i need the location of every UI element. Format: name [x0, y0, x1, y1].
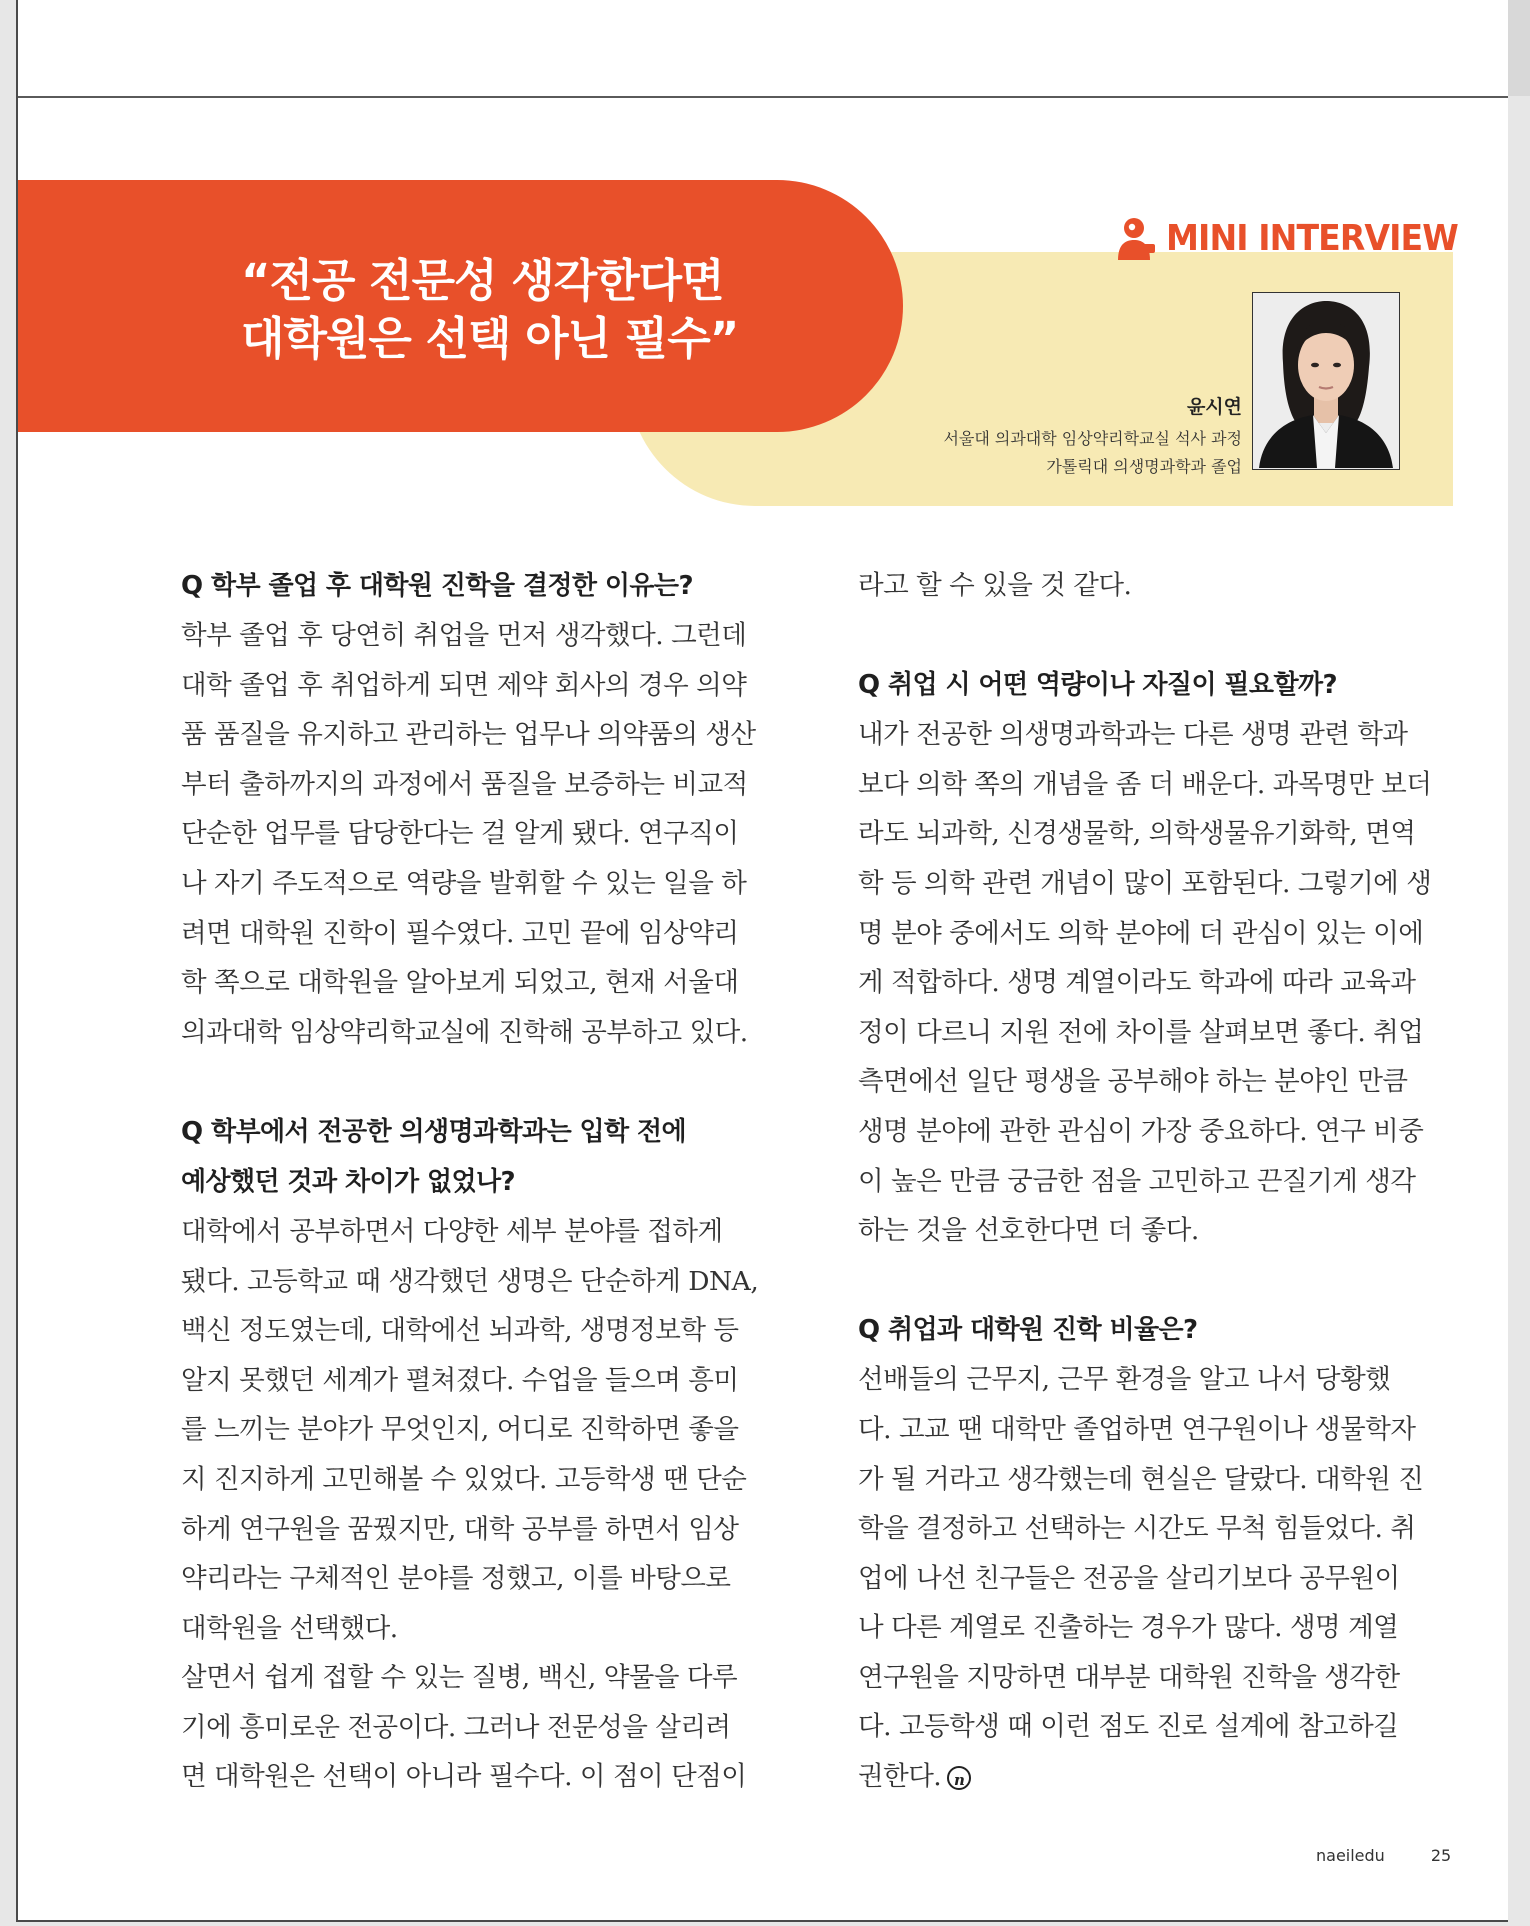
answer-line: 보다 의학 쪽의 개념을 좀 더 배운다. 과목명만 보더	[858, 768, 1432, 800]
question-heading: 예상했던 것과 차이가 없었나?	[181, 1166, 516, 1197]
answer-line: 지 진지하게 고민해볼 수 있었다. 고등학생 땐 단순	[181, 1463, 747, 1495]
answer-line: 생명 분야에 관한 관심이 가장 중요하다. 연구 비중	[858, 1115, 1424, 1147]
page-number: 25	[1430, 1846, 1452, 1865]
answer-line: 내가 전공한 의생명과학과는 다른 생명 관련 학과	[858, 719, 1408, 751]
answer-line: 측면에선 일단 평생을 공부해야 하는 분야인 만큼	[858, 1066, 1408, 1098]
answer-line: 하는 것을 선호한다면 더 좋다.	[858, 1215, 1199, 1247]
answer-line: 대학원을 선택했다.	[181, 1612, 398, 1644]
answer-line: 살면서 쉽게 접할 수 있는 질병, 백신, 약물을 다루	[181, 1662, 738, 1694]
answer-line: 업에 나선 친구들은 전공을 살리기보다 공무원이	[858, 1562, 1400, 1594]
person-icon	[1116, 216, 1156, 260]
answer-line: 면 대학원은 선택이 아니라 필수다. 이 점이 단점이	[181, 1761, 747, 1793]
answer-line: 라도 뇌과학, 신경생물학, 의학생물유기화학, 면역	[858, 818, 1416, 850]
answer-line: 다. 고등학생 때 이런 점도 진로 설계에 참고하길	[858, 1711, 1399, 1743]
answer-line: 학 쪽으로 대학원을 알아보게 되었고, 현재 서울대	[181, 967, 739, 999]
answer-line: 나 다른 계열로 진출하는 경우가 많다. 생명 계열	[858, 1612, 1399, 1644]
headline-line: 대학원은 선택 아닌 필수”	[241, 312, 739, 365]
question-heading: Q 학부에서 전공한 의생명과학과는 입학 전에	[181, 1116, 687, 1147]
answer-line: 대학 졸업 후 취업하게 되면 제약 회사의 경우 의약	[181, 669, 747, 701]
top-rule	[18, 96, 1508, 98]
answer-line: 학을 결정하고 선택하는 시간도 무척 힘들었다. 취	[858, 1513, 1416, 1545]
answer-line: 부터 출하까지의 과정에서 품질을 보증하는 비교적	[181, 768, 748, 800]
footer-site: naeiledu	[1316, 1846, 1385, 1865]
answer-line: 나 자기 주도적으로 역량을 발휘할 수 있는 일을 하	[181, 867, 747, 899]
answer-line: 가 될 거라고 생각했는데 현실은 달랐다. 대학원 진	[858, 1463, 1424, 1495]
answer-line: 의과대학 임상약리학교실에 진학해 공부하고 있다.	[181, 1016, 748, 1048]
page-edge	[1506, 0, 1530, 96]
page-footer	[1316, 1846, 1451, 1865]
paragraph-gap	[858, 1256, 1458, 1306]
profile-line: 가톨릭대 의생명과학과 졸업	[1046, 457, 1242, 476]
headline-line: “전공 전문성 생각한다면	[241, 254, 724, 307]
magazine-page	[16, 0, 1508, 1922]
left-column	[181, 561, 781, 1802]
paragraph-gap	[181, 1057, 781, 1107]
answer-line: 학 등 의학 관련 개념이 많이 포함된다. 그렇기에 생	[858, 867, 1432, 899]
section-tag	[1116, 214, 1483, 262]
answer-line: 명 분야 중에서도 의학 분야에 더 관심이 있는 이에	[858, 917, 1424, 949]
answer-line: 라고 할 수 있을 것 같다.	[858, 570, 1132, 601]
interviewee-name: 윤시연	[1186, 396, 1242, 418]
answer-line: 단순한 업무를 담당한다는 걸 알게 됐다. 연구직이	[181, 818, 739, 850]
answer-line: 대학에서 공부하면서 다양한 세부 분야를 접하게	[181, 1215, 723, 1247]
profile-line: 서울대 의과대학 임상약리학교실 석사 과정	[943, 429, 1242, 448]
answer-line: 약리라는 구체적인 분야를 정했고, 이를 바탕으로	[181, 1563, 731, 1595]
answer-line: 됐다. 고등학교 때 생각했던 생명은 단순하게 DNA,	[181, 1265, 759, 1297]
right-column	[858, 561, 1458, 1802]
answer-line: 하게 연구원을 꿈꿨지만, 대학 공부를 하면서 임상	[181, 1513, 739, 1545]
answer-final-line	[858, 1752, 1458, 1802]
answer-line: 백신 정도였는데, 대학에선 뇌과학, 생명정보학 등	[181, 1315, 739, 1347]
answer-line: 알지 못했던 세계가 펼쳐졌다. 수업을 들으며 흥미	[181, 1364, 739, 1396]
answer-line: 려면 대학원 진학이 필수였다. 고민 끝에 임상약리	[181, 917, 739, 949]
answer-line: 선배들의 근무지, 근무 환경을 알고 나서 당황했	[858, 1364, 1391, 1396]
paragraph-gap	[858, 611, 1458, 661]
answer-line: 정이 다르니 지원 전에 차이를 살펴보면 좋다. 취업	[858, 1016, 1424, 1048]
answer-line: 이 높은 만큼 궁금한 점을 고민하고 끈질기게 생각	[858, 1165, 1416, 1197]
question-heading: Q 취업 시 어떤 역량이나 자질이 필요할까?	[858, 670, 1337, 701]
interviewee-photo	[1252, 292, 1400, 470]
end-mark-icon: n	[947, 1766, 971, 1790]
answer-line: 다. 고교 땐 대학만 졸업하면 연구원이나 생물학자	[858, 1413, 1416, 1445]
interviewee-profile	[943, 392, 1242, 481]
answer-line: 학부 졸업 후 당연히 취업을 먼저 생각했다. 그런데	[181, 620, 747, 651]
headline	[241, 252, 841, 368]
answer-line: 기에 흥미로운 전공이다. 그러나 전문성을 살리려	[181, 1711, 731, 1743]
answer-line: 권한다.	[858, 1761, 942, 1793]
answer-line: 품 품질을 유지하고 관리하는 업무나 의약품의 생산	[181, 719, 756, 751]
question-heading: Q 학부 졸업 후 대학원 진학을 결정한 이유는?	[181, 571, 693, 601]
answer-line: 연구원을 지망하면 대부분 대학원 진학을 생각한	[858, 1661, 1400, 1693]
answer-line: 를 느끼는 분야가 무엇인지, 어디로 진학하면 좋을	[181, 1414, 739, 1446]
section-tag-label: MINI INTERVIEW	[1166, 217, 1458, 259]
answer-line: 게 적합하다. 생명 계열이라도 학과에 따라 교육과	[858, 967, 1416, 999]
question-heading: Q 취업과 대학원 진학 비율은?	[858, 1315, 1198, 1346]
